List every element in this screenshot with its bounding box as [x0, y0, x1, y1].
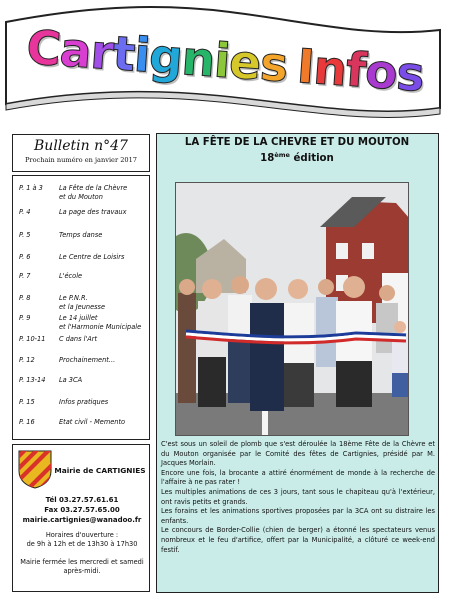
mairie-tel: Tél 03.27.57.61.61: [45, 496, 119, 504]
toc-item-title: [59, 208, 149, 217]
toc-item-line: Temps danse: [59, 231, 103, 239]
toc-page-number: P. 5: [19, 231, 31, 239]
toc-item-title: [59, 184, 149, 202]
article-paragraph: Les multiples animations de ces 3 jours, tant sous le chapiteau qu'à l'extérieur, ont ravis petits et grands.: [161, 487, 435, 506]
toc-page-number: P. 8: [19, 294, 31, 302]
toc-item-line: et l'Harmonie Municipale: [59, 323, 142, 331]
mairie-closed-line-1: Mairie fermée les mercredi et samedi: [20, 558, 144, 566]
bulletin-title: Bulletin n°47: [34, 138, 128, 154]
banner-letter: I: [295, 39, 316, 96]
table-of-contents: [12, 175, 150, 440]
toc-item-title: [59, 314, 149, 332]
mairie-hours-value: de 9h à 12h et de 13h30 à 17h30: [26, 540, 138, 548]
mairie-fax: Fax 03.27.57.65.00: [44, 506, 120, 514]
toc-item-line: La Fête de la Chèvre: [59, 184, 128, 192]
banner-letter: a: [58, 22, 93, 80]
toc-item-line: L'école: [59, 272, 83, 280]
toc-page-number: P. 9: [19, 314, 31, 322]
mairie-box: [12, 444, 150, 592]
toc-page-number: P. 1 à 3: [19, 184, 43, 192]
article-paragraph: Le concours de Border-Collie (chien de berger) a étonné les spectateurs venus nombreux et le feu d'artifice, offert par la Municipalité, a clôturé ce week-end festif.: [161, 526, 435, 554]
edition-word: édition: [289, 153, 334, 164]
toc-page-number: P. 12: [19, 356, 35, 364]
article-body: [161, 440, 435, 555]
toc-item-line: Le 14 juillet: [59, 314, 98, 322]
toc-item: [19, 272, 147, 296]
banner-letter: C: [24, 20, 62, 78]
banner-letter: r: [88, 24, 115, 82]
bulletin-box: [12, 134, 150, 172]
toc-page-number: P. 4: [19, 208, 31, 216]
toc-item-title: [59, 398, 149, 407]
toc-item-line: Le P.N.R.: [59, 294, 88, 302]
toc-item-line: et la Jeunesse: [59, 303, 106, 311]
toc-page-number: P. 10-11: [19, 335, 46, 343]
mairie-name: Mairie de CARTIGNIES: [54, 466, 146, 475]
toc-item: [19, 418, 147, 442]
toc-item-line: Prochainement...: [59, 356, 116, 364]
bulletin-next-issue: Prochain numéro en janvier 2017: [25, 156, 137, 164]
toc-page-number: P. 6: [19, 253, 31, 261]
toc-page-number: P. 16: [19, 418, 35, 426]
banner-letter: n: [179, 31, 217, 89]
banner-letter: f: [343, 42, 368, 99]
toc-item: [19, 376, 147, 400]
toc-item-title: [59, 231, 149, 240]
toc-item-title: [59, 294, 149, 312]
toc-page-number: P. 15: [19, 398, 35, 406]
mairie-hours-label: Horaires d'ouverture :: [45, 531, 119, 539]
toc-item: [19, 208, 147, 232]
ribbon-cutting-photo: [175, 182, 409, 436]
mairie-closed-notice: [17, 558, 147, 576]
coat-of-arms-icon: [17, 449, 53, 489]
banner-letter: s: [394, 46, 426, 103]
mairie-contact: [17, 495, 147, 525]
banner: [0, 0, 450, 128]
toc-page-number: P. 13-14: [19, 376, 46, 384]
toc-item-line: Le Centre de Loisirs: [59, 253, 125, 261]
edition-number: 18: [260, 153, 275, 164]
edition-suffix: ème: [274, 151, 290, 159]
toc-item-line: C dans l'Art: [59, 335, 98, 343]
article-edition: [157, 149, 437, 165]
article-title: LA FÊTE DE LA CHEVRE ET DU MOUTON: [184, 137, 410, 148]
banner-letter: i: [132, 27, 152, 84]
toc-item-line: Infos pratiques: [59, 398, 109, 406]
banner-letter: n: [311, 40, 348, 98]
toc-item-line: Etat civil - Memento: [59, 418, 126, 426]
mairie-hours: [17, 531, 147, 549]
banner-letter: o: [363, 43, 399, 101]
mairie-closed-line-2: après-midi.: [63, 567, 101, 575]
toc-item-line: et du Mouton: [59, 193, 103, 201]
toc-item-line: La page des travaux: [59, 208, 127, 216]
banner-letter: s: [258, 36, 290, 94]
article-paragraph: Les forains et les animations sportives proposées par la 3CA ont su distraire les enfants.: [161, 507, 435, 525]
toc-item-line: La 3CA: [59, 376, 83, 384]
toc-item-title: [59, 335, 149, 344]
photo-illustration: [176, 183, 409, 436]
toc-item-title: [59, 418, 149, 427]
article-paragraph: Encore une fois, la brocante a attiré énormément de monde à la recherche de l'affaire à ne pas rater !: [161, 468, 435, 487]
banner-letter: g: [147, 28, 184, 86]
banner-letter: e: [227, 34, 263, 92]
banner-letter: i: [212, 33, 232, 90]
toc-item: [19, 231, 147, 255]
banner-letter: t: [110, 26, 137, 83]
mairie-email[interactable]: mairie.cartignies@wanadoo.fr: [22, 516, 142, 524]
toc-item-title: [59, 356, 149, 365]
toc-item-title: [59, 253, 149, 262]
article-paragraph: C'est sous un soleil de plomb que s'est déroulée la 18ème Fête de la Chèvre et du Mouton organisée par le Comité des fêtes de Cartignies, présidé par M. Jacques Morlain.: [161, 440, 435, 468]
main-article: [156, 133, 439, 593]
toc-item-title: [59, 376, 149, 385]
toc-item: [19, 184, 147, 208]
toc-item-title: [59, 272, 149, 281]
toc-page-number: P. 7: [19, 272, 31, 280]
